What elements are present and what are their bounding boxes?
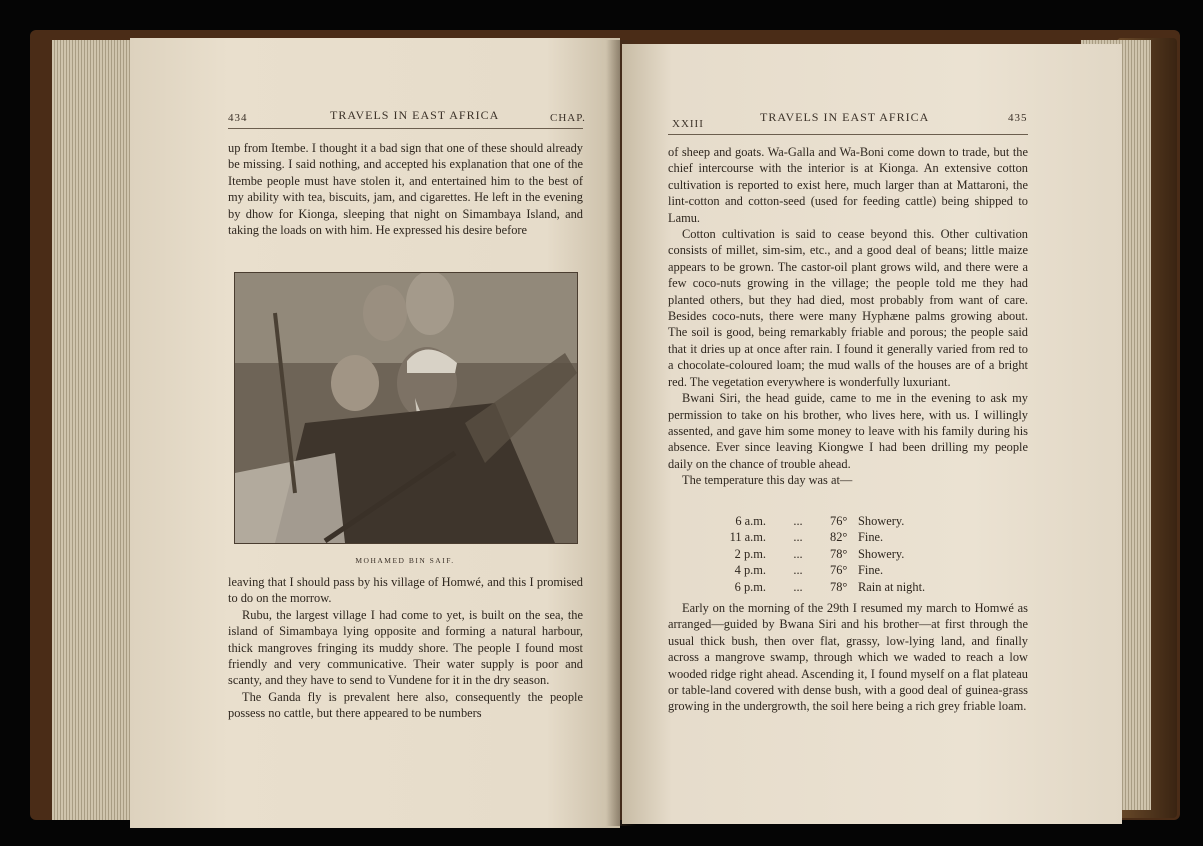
temperature-value: 82° bbox=[830, 530, 848, 545]
left-page-number: 434 bbox=[228, 112, 248, 124]
leader-dots: ... bbox=[793, 514, 803, 528]
left-text-bottom bbox=[228, 574, 583, 722]
right-paragraph: The temperature this day was at— bbox=[682, 473, 853, 488]
temperature-conditions: Fine. bbox=[858, 563, 884, 578]
temperature-time: 4 p.m. bbox=[734, 563, 766, 578]
right-page-number: 435 bbox=[1008, 112, 1028, 124]
temperature-value: 76° bbox=[830, 514, 848, 528]
photograph-image bbox=[235, 273, 577, 543]
temperature-row bbox=[720, 579, 925, 595]
temperature-table bbox=[720, 513, 925, 595]
leader-dots: ... bbox=[793, 579, 803, 594]
right-chapter-label: XXIII bbox=[672, 118, 704, 130]
right-paragraph: Bwani Siri, the head guide, came to me in the evening to ask my permission to take on his brother, who lives here, with us. I willingly assented, and gave him some money to leave with his family during his absence. Ever since leaving Kiongwe I had been drilling my people daily on the chance of trouble ahead. bbox=[668, 391, 1028, 471]
right-paragraph: of sheep and goats. Wa-Galla and Wa-Boni come down to trade, but the chief intercourse with the interior is at Kionga. An extensive cotton cultivation is reported to exist here, much larger than at Mattaroni, the lint-cotton and cotton-seed (used for feeding cattle) being shipped to Lamu. bbox=[668, 145, 1028, 225]
left-running-title: TRAVELS IN EAST AFRICA bbox=[330, 108, 500, 122]
right-paragraph: Cotton cultivation is said to cease beyond this. Other cultivation consists of millet, sim-sim, etc., and a good deal of beans; little maize appears to be grown. The castor-oil plant grows wild, and there were a few coco-nuts growing in the village; the people told me they had planted others, but they had died, most probably from want of care. Besides coco-nuts, there were many Hyphæne palms growing about. The soil is good, being remarkably friable and porous; the people said that it dries up at once after rain. I found it generally varied from red to a chocolate-coloured loam; the mud walls of the houses are of a bright red. The vegetation everywhere is wonderfully luxuriant. bbox=[668, 227, 1028, 389]
temperature-time: 11 a.m. bbox=[729, 530, 766, 545]
figure-caption: MOHAMED BIN SAIF. bbox=[355, 556, 455, 565]
temperature-value: 76° bbox=[830, 563, 848, 578]
temperature-row bbox=[720, 529, 925, 545]
temperature-time: 6 p.m. bbox=[734, 579, 766, 594]
temperature-conditions: Fine. bbox=[858, 530, 884, 545]
temperature-conditions: Showery. bbox=[858, 514, 905, 528]
left-text-top bbox=[228, 140, 583, 238]
temperature-value: 78° bbox=[830, 579, 848, 594]
left-paragraph: up from Itembe. I thought it a bad sign that one of these should already be missing. I said nothing, and accepted his explanation that one of the Itembe people must have stolen it, and entertained him to the best of my ability with tea, biscuits, jam, and cigarettes. He left in the evening by dhow for Kionga, sleeping that night on Simambaya Island, and taking the loads on with him. He expressed his desire before bbox=[228, 141, 583, 238]
temperature-row bbox=[720, 562, 925, 578]
right-paragraph: Early on the morning of the 29th I resumed my march to Homwé as arranged—guided by Bwana Siri and his brother—at first through the usual thick bush, then over flat, grassy, low-lying land, and finally across a mangrove swamp, through which we waded to reach a low wooded ridge right ahead. Ascending it, I found myself on a flat plateau or table-land covered with dense bush, with a good deal of guinea-grass growing in the undergrowth, the soil here being a rich grey friable loam. bbox=[668, 601, 1028, 714]
left-paragraph: Rubu, the largest village I had come to yet, is built on the sea, the island of Simambaya lying opposite and forming a natural harbour, thick mangroves fringing its muddy shore. The people I found most friendly and very communicative. Their water supply is poor and scanty, and they have to send to Vundene for it in the dry season. bbox=[228, 607, 583, 688]
temperature-time: 6 a.m. bbox=[735, 514, 766, 528]
right-text-top bbox=[668, 144, 1028, 489]
leader-dots: ... bbox=[793, 563, 803, 578]
temperature-time: 2 p.m. bbox=[734, 546, 766, 561]
page-edges-left bbox=[52, 40, 142, 820]
temperature-conditions: Showery. bbox=[858, 546, 905, 561]
left-paragraph: The Ganda fly is prevalent here also, consequently the people possess no cattle, but there appeared to be numbers bbox=[228, 689, 583, 721]
temperature-value: 78° bbox=[830, 546, 848, 561]
right-text-bottom bbox=[668, 600, 1028, 715]
temperature-row bbox=[720, 546, 925, 562]
photograph-figure bbox=[234, 272, 578, 544]
right-header-rule bbox=[668, 134, 1028, 135]
temperature-conditions: Rain at night. bbox=[858, 579, 926, 594]
right-running-title: TRAVELS IN EAST AFRICA bbox=[760, 110, 930, 124]
leader-dots: ... bbox=[793, 530, 803, 545]
leader-dots: ... bbox=[793, 546, 803, 561]
temperature-row bbox=[720, 513, 925, 529]
left-chapter-label: CHAP. bbox=[550, 112, 586, 124]
left-header-rule bbox=[228, 128, 583, 129]
left-paragraph: leaving that I should pass by his village of Homwé, and this I promised to do on the morrow. bbox=[228, 575, 583, 606]
